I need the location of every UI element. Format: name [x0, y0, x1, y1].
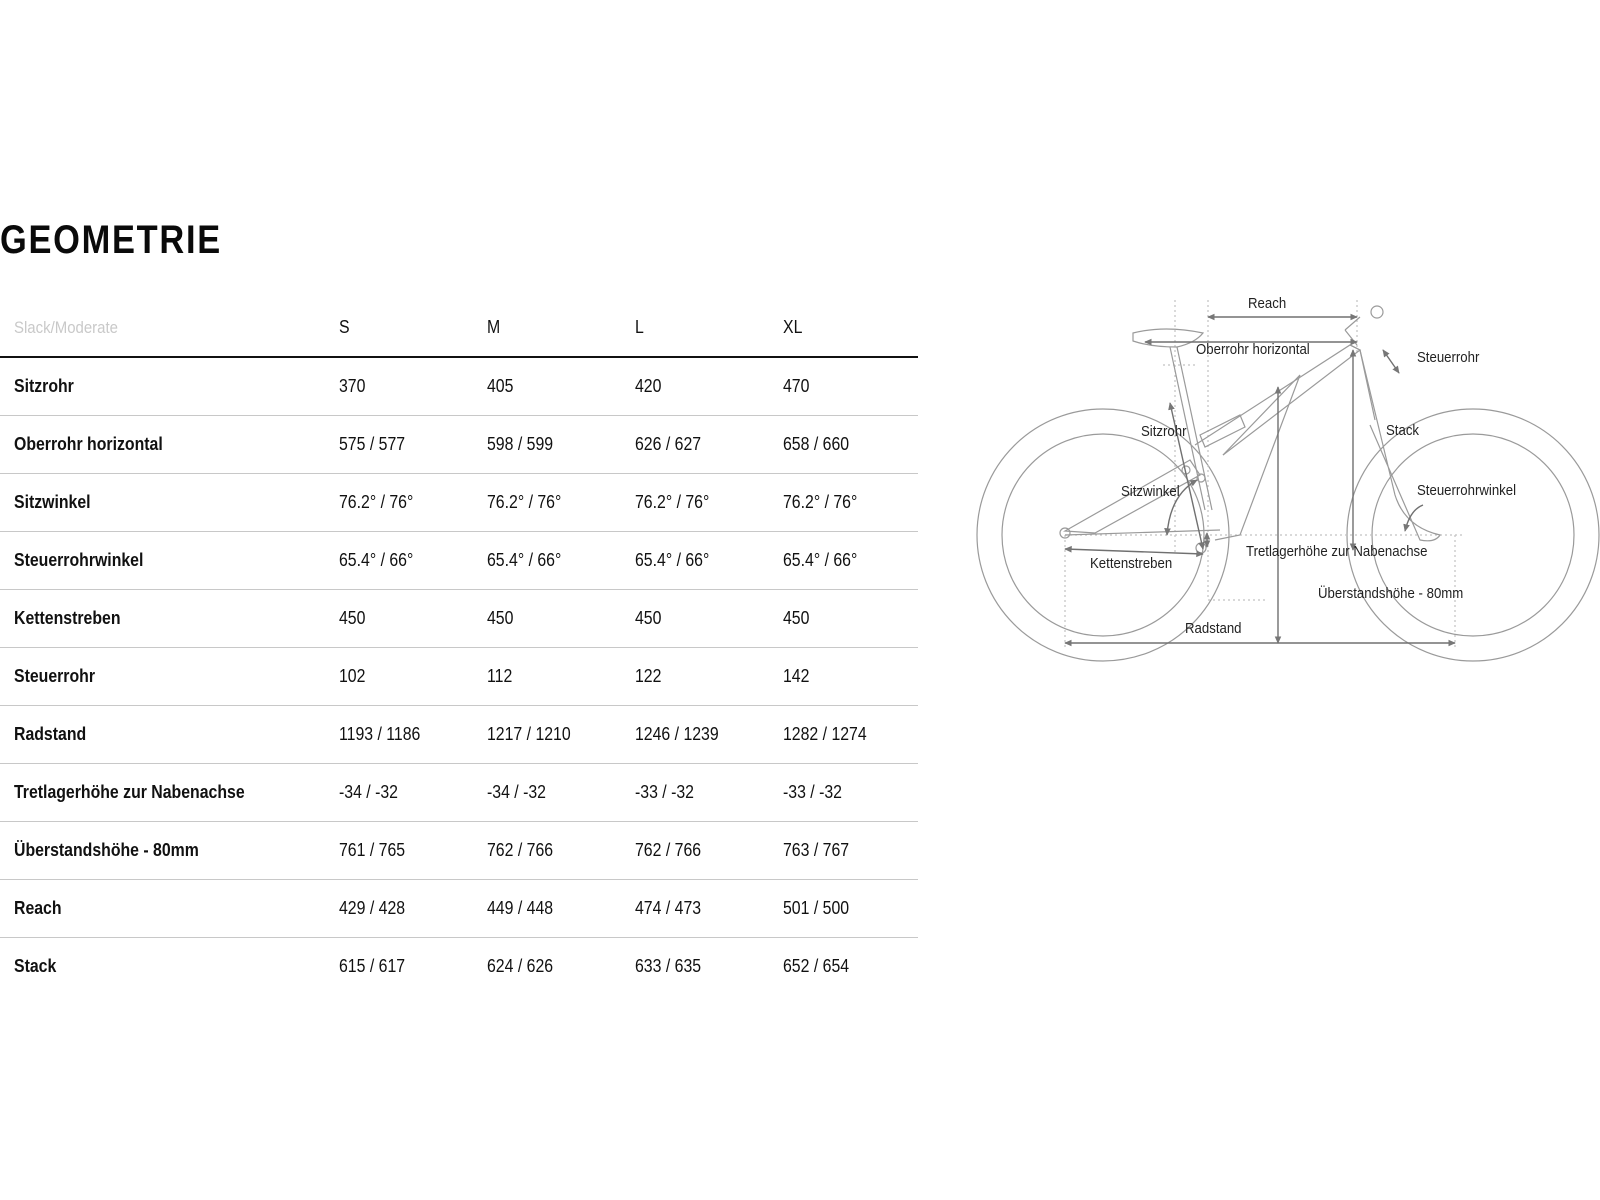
column-header-size-s: S: [339, 316, 350, 337]
diagram-label-steuerrohrwinkel: Steuerrohrwinkel: [1417, 482, 1517, 499]
cell-value-xl: 1282 / 1274: [783, 724, 867, 744]
cell-value-s: -34 / -32: [339, 782, 399, 802]
table-row: [0, 822, 918, 880]
column-header-size-l: L: [635, 316, 644, 337]
diagram-label-radstand: Radstand: [1185, 620, 1242, 637]
row-label: Stack: [14, 956, 57, 976]
cell-value-l: 762 / 766: [635, 840, 702, 860]
cell-value-l: 122: [635, 666, 662, 686]
cell-value-s: 1193 / 1186: [339, 724, 421, 744]
row-label: Kettenstreben: [14, 608, 121, 628]
cell-value-l: 626 / 627: [635, 434, 702, 454]
cell-value-m: 762 / 766: [487, 840, 554, 860]
diagram-label-sitzwinkel: Sitzwinkel: [1121, 483, 1180, 500]
table-header-row: [0, 298, 918, 357]
cell-value-xl: 65.4° / 66°: [783, 550, 858, 570]
cell-value-l: 633 / 635: [635, 956, 702, 976]
cell-value-xl: 652 / 654: [783, 956, 850, 976]
cell-value-s: 102: [339, 666, 366, 686]
table-row: [0, 764, 918, 822]
cell-value-m: 450: [487, 608, 514, 628]
table-row: [0, 532, 918, 590]
column-header-size-m: M: [487, 316, 501, 337]
row-label: Steuerrohr: [14, 666, 95, 686]
column-header-size-xl: XL: [783, 316, 803, 337]
row-label: Radstand: [14, 724, 87, 744]
table-row: [0, 416, 918, 474]
table-row: [0, 880, 918, 938]
diagram-label-steuerrohr: Steuerrohr: [1417, 349, 1480, 366]
cell-value-m: 405: [487, 376, 514, 396]
table-row: [0, 357, 918, 416]
cell-value-s: 761 / 765: [339, 840, 406, 860]
cell-value-xl: 501 / 500: [783, 898, 850, 918]
cell-value-s: 370: [339, 376, 366, 396]
table-row: [0, 474, 918, 532]
cell-value-s: 575 / 577: [339, 434, 406, 454]
cell-value-xl: 658 / 660: [783, 434, 850, 454]
cell-value-xl: 763 / 767: [783, 840, 850, 860]
cell-value-xl: 470: [783, 376, 810, 396]
cell-value-xl: 76.2° / 76°: [783, 492, 858, 512]
page-title: GEOMETRIE: [0, 218, 222, 262]
diagram-label-oberrohr: Oberrohr horizontal: [1196, 341, 1310, 358]
cell-value-s: 76.2° / 76°: [339, 492, 414, 512]
cell-value-l: 420: [635, 376, 662, 396]
row-label: Reach: [14, 898, 62, 918]
cell-value-m: 65.4° / 66°: [487, 550, 562, 570]
diagram-label-ueberstand: Überstandshöhe - 80mm: [1318, 585, 1464, 602]
geometry-variant-label: Slack/Moderate: [14, 317, 118, 337]
table-row: [0, 938, 918, 996]
cell-value-s: 450: [339, 608, 366, 628]
row-label: Sitzrohr: [14, 376, 74, 396]
cell-value-s: 65.4° / 66°: [339, 550, 414, 570]
cell-value-l: 65.4° / 66°: [635, 550, 710, 570]
table-row: [0, 590, 918, 648]
cell-value-l: 1246 / 1239: [635, 724, 719, 744]
cell-value-m: 624 / 626: [487, 956, 554, 976]
cell-value-m: 1217 / 1210: [487, 724, 571, 744]
cell-value-m: 76.2° / 76°: [487, 492, 562, 512]
cell-value-xl: 450: [783, 608, 810, 628]
diagram-label-kettenstreben: Kettenstreben: [1090, 555, 1173, 572]
row-label: Überstandshöhe - 80mm: [14, 840, 199, 860]
diagram-label-tretlager: Tretlagerhöhe zur Nabenachse: [1246, 543, 1428, 560]
cell-value-l: 76.2° / 76°: [635, 492, 710, 512]
row-label: Tretlagerhöhe zur Nabenachse: [14, 782, 245, 802]
geometry-table: [0, 298, 918, 995]
row-label: Steuerrohrwinkel: [14, 550, 144, 570]
bike-geometry-diagram: [965, 295, 1600, 665]
diagram-label-stack: Stack: [1386, 422, 1420, 439]
cell-value-m: -34 / -32: [487, 782, 547, 802]
cell-value-s: 429 / 428: [339, 898, 406, 918]
row-label: Sitzwinkel: [14, 492, 91, 512]
cell-value-m: 449 / 448: [487, 898, 554, 918]
cell-value-l: 474 / 473: [635, 898, 702, 918]
row-label: Oberrohr horizontal: [14, 434, 163, 454]
diagram-label-sitzrohr: Sitzrohr: [1141, 423, 1187, 440]
cell-value-m: 598 / 599: [487, 434, 554, 454]
cell-value-xl: 142: [783, 666, 810, 686]
diagram-label-reach: Reach: [1248, 295, 1287, 312]
cell-value-m: 112: [487, 666, 513, 686]
table-row: [0, 648, 918, 706]
cell-value-xl: -33 / -32: [783, 782, 843, 802]
cell-value-l: 450: [635, 608, 662, 628]
cell-value-l: -33 / -32: [635, 782, 695, 802]
cell-value-s: 615 / 617: [339, 956, 406, 976]
table-row: [0, 706, 918, 764]
